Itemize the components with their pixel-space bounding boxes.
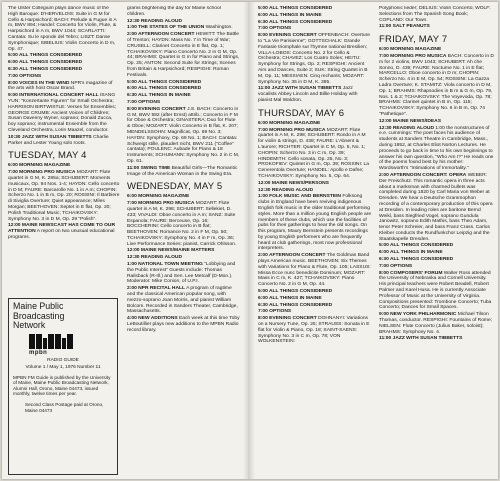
program-entry	[127, 93, 240, 99]
program-entry	[127, 100, 240, 106]
program-time-title: 7:00 MORNING PRO MUSICA	[8, 170, 76, 176]
program-entry	[379, 6, 494, 23]
program-entry	[379, 47, 494, 53]
publication-notice: MPBN FM Guide is published by the University of Maine, Maine Public Broadcasting Network, Alumni Hall, Orono, Maine 04473, issued monthly, twelve times per year.	[13, 374, 111, 397]
program-description: A program of ragtime and the classical American popular song, with mezzo-soprano Joan Morris, and pianist William Bolcom. Recorded in Sanders Theater, Cambridge, Massachusetts.	[127, 286, 238, 315]
program-entry	[379, 312, 494, 335]
program-entry	[258, 26, 372, 32]
program-time-title: 6:00 ALL THINGS IN MAINE	[258, 12, 322, 18]
program-entry	[379, 257, 494, 263]
program-time-title: 5:00 ALL THINGS CONSIDERED	[8, 53, 83, 59]
program-entry	[379, 271, 494, 312]
program-entry	[8, 67, 120, 73]
left-page	[8, 6, 240, 475]
program-entry	[379, 173, 494, 243]
program-entry	[379, 250, 494, 256]
program-time-title: 7:00 MORNING PRO MUSICA	[127, 201, 195, 207]
program-time-title: 2:00 NPR RECITAL HALL	[127, 286, 185, 292]
program-entry	[258, 86, 372, 103]
program-description: J.S. BACH: Concerto in G M, BWV 592 (after Ernst) attrib.; Concerto in F M for Oboe & Orchestra; GINASTERA: Duo for Flute & Oboe; MOZART: Violin Concerto in B flat, K. 207; MENDELSSOHN: Magnificat, Op. 69 No. 3; HAYDN: Symphony, Op. 69 No. 1; BACH: Cantata: Schweigt stille, plaudert nicht, BWV 211 ("Coffee" cantata); POULENC: Aubade for Piano & 18 Instruments; SCHUMANN: Symphony No. 2 in C M, Op. 61.	[127, 106, 240, 164]
day-heading: WEDNESDAY, MAY 5	[127, 181, 223, 193]
program-entry	[8, 60, 120, 66]
program-time-title: 6:00 MORNING MAGAZINE	[258, 120, 321, 126]
program-time-title: 10:30 JAZZ WITH SUSAN TIBBETTS	[8, 134, 92, 140]
program-description: BACH: Concerto in D m for 2 violins, BWV 1043; SCHUBERT: Ah che Sonno, D. 439; FAURE: Nocturne No. 1 in E flat; MARCELLO: Oboe concerto in D m; CHOPIN: Scherzo No. 4 in E M, Op. 54; ROSSINI: La Gazza Ladra Overture; K. STAMITZ: Viola concerto in D M, Op. 1; BRAHMS: Rhapsodies in B m & G m, Op. 79, Nos. 1 & 2; TCHAIKOVSKY: The Voyevoda, Op. 78; BRAHMS: Clarinet quintet in B m, Op. 115; TCHAIKOVSKY: Symphony No. 6 in B m, Op. 74 "Pathetique".	[379, 53, 494, 117]
program-entry	[127, 262, 240, 285]
program-entry	[127, 201, 240, 247]
program-entry	[8, 170, 120, 222]
program-description: The Ulster Collegium plays dance music of the High Baroque: D'HERVELOIS: Suite in G M for Cello & Harpsichord; BACH: Prelude & Fugue in A m, BWV 894; Handel: Concerto for Violin, Flute, & Harpsichord in A m, BWV 1044; SCARLATTI: Cantata: Su le sponde del Tebro; LISZT: Danse Symphonique; SIBELIUS: Violin Concerto in D m, Op. 47.	[8, 6, 117, 52]
program-entry	[258, 128, 372, 180]
logo-text: mpbn	[29, 349, 48, 356]
program-time-title: 1:00 FOLK MUSIC AND BERNSTEIN	[258, 194, 341, 200]
program-entry	[379, 119, 494, 125]
program-time-title: 6:30 ALL THINGS CONSIDERED	[258, 19, 333, 25]
program-time-title: 4:00 NEW ADDITIONS	[127, 316, 178, 322]
program-time-title: 12:30 READING ALOUD	[127, 18, 182, 24]
program-entry	[127, 19, 240, 25]
program-description: "Lobbying and the Public Interest" Guests include: Thomas Railsback (R-Ill.) and Sen. Lee Metcalf (D-Mon.). Moderator: Mike Conion, of U.P.I.	[127, 262, 236, 285]
program-time-title: 2:00 AFTERNOON CONCERT	[258, 253, 326, 259]
program-time-title: 5:00 ALL THINGS CONSIDERED	[258, 6, 333, 11]
program-entry	[379, 336, 494, 342]
program-time-title: 7:00 OPTIONS	[258, 26, 292, 32]
program-time-title: 6:30 ALL THINGS CONSIDERED	[379, 257, 454, 263]
radio-guide-label: RADIO GUIDE	[47, 357, 79, 363]
program-time-title: 2:00 AFTERNOON CONCERT	[127, 32, 195, 38]
program-time-title: 7:00 OPTIONS	[379, 263, 413, 269]
program-entry	[258, 13, 372, 19]
program-entry	[127, 286, 240, 315]
program-description: Washington.	[205, 25, 233, 31]
program-time-title: 9:00 NEW YORK PHILHARMONIC	[379, 312, 457, 318]
program-time-title: 6:30 ALL THINGS CONSIDERED	[258, 302, 333, 308]
program-entry	[379, 24, 494, 30]
program-entry	[127, 194, 240, 200]
program-entry	[258, 188, 372, 194]
program-time-title: 7:00 OPTIONS	[258, 309, 292, 315]
network-name-line: Broadcasting	[13, 310, 65, 321]
program-time-title: 7:00 MORNING PRO MUSICA	[379, 53, 447, 59]
program-entry	[258, 33, 372, 85]
program-description: Folksong clubs in England have been reviving indigenous English folk music in the older traditional performing styles. More than a million young English people are members of these clubs, which use the facilities of pubs for their gatherings to hear the old songs. On this program, Maury Bernstein presents recordings by young English performers who are frequently heard at club gatherings, most now professional interpreters.	[258, 194, 372, 252]
program-description: Charlie Parker and Lester Young solo roots.	[8, 134, 109, 146]
program-time-title: 11:00 SWING TIME	[127, 165, 171, 171]
program-time-title: 12:30 READING ALOUD	[258, 187, 313, 193]
program-entry	[8, 53, 120, 59]
program-time-title: 1:00 NATIONAL TOWN MEETING	[127, 262, 203, 268]
left-column-1	[8, 6, 120, 475]
program-time-title: 8:00 EVENING CONCERT	[127, 106, 186, 112]
program-description: HEWITT: The Battle of Trenton; HAYDN: Mass No. 7 in Time of War; CRUSELL: Clarinet Concerto in E flat, Op. 1; TCHAIKOVSKY: Piano Concerto No. 2 in G M, Op. 44; BRAHMS: Quartet in G m for Piano and Strings, Op. 25; ANTON: Second Suite for Strings; Scenes from Britain & Harpsichord; RESPIGHI: Roman Festivals.	[127, 32, 240, 78]
program-time-title: 2:00 AFTERNOON CONCERT: OPERA	[379, 172, 467, 178]
logo-bars-icon	[29, 334, 87, 349]
program-description: MOZART: Flute quartet in A M, K. 298; SCHUBERT: Sellekiet, D. 433; VIVALDI: Oboe concerto in A m; SANZ: Suite Espanola; FAURE: Berceuse, Op. 16; BOCCHERINI: Cello concerto in B flat; BEETHOVEN: Romance No. 2 in F M, Op. 50; TCHAIKOVSKY: Symphony No. 4 in F m, Op. 36; Live Performance Series: pianist, Carrick Ohlsson.	[127, 201, 237, 247]
program-entry	[127, 255, 240, 261]
program-time-title: 11:00 JAZZ WITH SUSAN TIBBETTS	[379, 336, 463, 342]
right-page	[258, 6, 494, 475]
program-entry	[127, 166, 240, 178]
program-entry	[8, 93, 120, 134]
program-time-title: 12:00 MAINE NEWS/MAINE MATTERS	[127, 248, 215, 254]
program-description: The Goldman Band plays American music. BEETHOVEN: Six Themes with Variations for Piano & Flute, Op. 105; LASSUS: Missa Ecce nunc benedicite Dominum; MOZART: Mass in C m, K. 427; TCHAIKOVSKY: Piano Concerto No. 2 in G M, Op. 44.	[258, 253, 371, 288]
program-entry	[127, 107, 240, 165]
program-time-title: 11:00 SALT PEANUTS	[379, 24, 430, 30]
program-time-title: 8:00 VOICES IN THE WIND	[8, 80, 70, 86]
program-entry	[127, 6, 240, 18]
day-heading: TUESDAY, MAY 4	[8, 150, 87, 162]
program-time-title: 8:00 COMPOSERS' FORUM	[379, 270, 443, 276]
program-time-title: 5:00 ALL THINGS CONSIDERED	[127, 79, 202, 85]
program-description: Jazz vocalists Abbey Lincoln and Billie Holiday with pianist Mal Waldron.	[258, 86, 358, 103]
network-name-line: Network	[13, 320, 46, 330]
program-description: WEBER: Der Freischutz. This romantic opera in three acts about a marksman with charmed bullets was completed during 1820 by Carl Maria von Weber at Dresden. We hear a Deutsche Grammophon recording of a contemporary production of this opera at Dresden. In leading roles are baritone Bernd Weikl, bass Siegfried Vogel, soprano Gundula Janowitz, soprano Edith Mathis, bass Theo Adam, tenor Peter Schreier, and bass Franz Crass. Carlos Kleiber conducts the Rundfunkchor Leipzig and the Staatskapelle Dresden.	[379, 172, 493, 242]
program-time-title: 12:30 READING ALOUD	[379, 125, 434, 131]
program-entry	[379, 126, 494, 172]
program-entry	[127, 25, 240, 31]
program-time-title: 6:30 ALL THINGS IN MAINE	[127, 93, 191, 99]
program-time-title: 5:00 ALL THINGS CONSIDERED	[379, 243, 454, 249]
program-description: DOHNANYI: Variations on a Nursery Tune, Op. 25; STRAUSS: Sonata in E flat for Violin & Piano, Op. 18; SAINT-SAENS: Symphony No. 3 in C m, Op. 78; VON WOLKENSTEIN:	[258, 316, 370, 345]
network-name-line: Maine Public	[13, 301, 64, 311]
program-description: ISANG YUN: "Konzertante Figuren" for Small Orchestra; HARRISON BIRTWISTLE: Verses for Ensembles; GEORGE CRUMB: Ancient Voices of Children; Susan Davenny Wyner, soprano; Donald Zucca, boy soprano; instrumental Ensemble from the Cleveland Orchestra, Lorin Maazel, conductor.	[8, 93, 117, 133]
program-time-title: 6:00 ALL THINGS IN MAINE	[258, 295, 322, 301]
program-entry	[8, 163, 120, 169]
magazine-spread	[2, 2, 498, 479]
program-description: Beautiful Girls—The Romantic Image of the American Woman in the Swing Era.	[127, 165, 238, 177]
program-entry	[258, 289, 372, 295]
program-time-title: 7:00 OPTIONS	[8, 73, 42, 79]
program-entry	[8, 81, 120, 93]
program-entry	[258, 20, 372, 26]
program-time-title: 12:30 READING ALOUD	[127, 255, 182, 261]
program-description: MOZART: Flute quartet in A M, K. 298; SCHUBERT: Rondo in A M for violin & strings, D. 438; FAURE: L'Absent & L'aurore; RICHTER: Quartet in C M, Op. 5, No. 1; CHOPIN: Scherzo No. 3 in C m, Op. 39; HINDEMITH: Cello sonata, Op. 25, No. 3; PROKOFIEV: Quintet in G m, Op. 39; ROSSINI: La Cenerentola Overture; HANDEL: Apollo e Dafne; TCHAIKOVSKY: Symphony No. 5, Op. 64.	[258, 127, 369, 179]
program-entry	[8, 135, 120, 147]
program-entry	[258, 253, 372, 288]
program-time-title: 12:00 MAINE NEWSCAST HAS COME TO OUR ATTENTION	[8, 223, 115, 235]
program-time-title: 6:00 ALL THINGS CONSIDERED	[8, 60, 83, 66]
program-time-title: 6:30 ALL THINGS CONSIDERED	[8, 66, 83, 72]
program-entry	[127, 32, 240, 78]
program-entry	[258, 309, 372, 315]
program-entry	[379, 54, 494, 118]
program-time-title: 6:00 ALL THINGS CONSIDERED	[127, 86, 202, 92]
program-description: Walter Ross attended the University of Nebraska and Cornell University. His principal teachers were Robert Beadell, Robert Palmer and Karel Husa. He is currently Associate Professor of Music at the University of Virginia. Compositions presented: Trombone Concerto; Tuba Concerto; Dances for Small Spaces.	[379, 270, 492, 311]
program-time-title: 9:00 INTERNATIONAL CONCERT HALL	[8, 93, 99, 99]
program-description: Polyphonic lieder; DELIUS: Violin Concerto; WOLF: Selections from The Spanish Song Book; COPLAND: Our Town.	[379, 6, 491, 23]
page-gutter	[243, 2, 255, 479]
program-description: 1:00 the nonstructures of e.e. cummings: The poet faces his audience of students at Sanders Theatre in Cambridge, Mass., during 1952, at Charles Eliot Norton Lectures. He proceeds to go back in time to his own beginnings to answer his own question, "Who Am I?" He reads one of the poems found best by his mother: Wordsworth's "Intimations of Immortality."	[379, 125, 494, 172]
program-entry	[258, 6, 372, 12]
masthead-box	[8, 298, 118, 475]
program-entry	[258, 316, 372, 345]
program-description: Michael Tilson Thomas, conductor. RESPIGHI: Fountains of Rome; NIELSEN: Flute Concerto (Julius Baker, soloist); BRAHMS: Symphony No. 4.	[379, 312, 493, 335]
program-description: OFFENBACH: Overture to "La Vie Parisienne"; GOTTSCHALK: Grande Fantasie triomphale sur l'hymne national Bresilien; VILLA-LOBOS: Concerto No. 2 for Cello & Orchestra; CHAVEZ: Los Cuatro Soles; HEITU: Symphony for Strings, Op. 2; RESPIGHI: Ancient Airs and Dances, Suite 2; SUK: String Quartet in B M, Op. 11; MESSIAEN: Cinq rechants; MOZART: Symphony No. 35 in D M, K. 385.	[258, 33, 370, 85]
program-description: MOZART: Flute quartet in G M, K. 285a; SCHUBERT: Moments musicaux, Op. 94 Nos. 1-4; HAYDN: Cello concerto in D M; FAURE: Barcarolle No. 1 in A m; CHOPIN: Scherzo No. 1 in B m, Op. 20; ROSSINI: Il Barbiere di Siviglia Overture; Quiet appearance; Miles Morgan; BEETHOVEN: Septet in E flat, Op. 20; Polish Traditional Music; TCHAIKOVSKY: Symphony No. 3 in D M, Op. 29 "Polish".	[8, 170, 120, 222]
program-description: Each week at this time Toby LeBoutillier plays new additions to the MPBN Radio record library.	[127, 316, 240, 333]
day-heading: FRIDAY, MAY 7	[379, 34, 448, 46]
program-entry	[258, 296, 372, 302]
program-time-title: 12:00 MAINE NEWS/IDEAS	[379, 118, 441, 124]
program-time-title: 6:00 MORNING MAGAZINE	[127, 194, 190, 200]
program-time-title: 6:00 MORNING MAGAZINE	[379, 47, 442, 53]
program-time-title: 12:00 MAINE NEWS/PERSONS	[258, 180, 329, 186]
program-entry	[258, 121, 372, 127]
program-entry	[127, 80, 240, 86]
program-entry	[8, 223, 120, 240]
program-time-title: 6:00 ALL THINGS IN MAINE	[379, 250, 443, 256]
program-time-title: 6:00 MORNING MAGAZINE	[8, 163, 71, 169]
program-time-title: 1:00 THE STATES OF THE UNION	[127, 25, 205, 31]
right-column-1	[258, 6, 372, 475]
day-heading: THURSDAY, MAY 6	[258, 107, 345, 119]
program-entry	[379, 243, 494, 249]
program-description: NPR's magazine of the arts with host Oscar Brand.	[8, 80, 113, 92]
right-column-2	[379, 6, 494, 475]
mpbn-logo	[29, 334, 87, 356]
program-time-title: 5:00 ALL THINGS CONSIDERED	[258, 289, 333, 295]
program-time-title: 11:00 JAZZ WITH SUSAN TIBBETTS	[258, 86, 342, 92]
program-time-title: 8:00 EVENING CONCERT	[258, 33, 317, 39]
program-time-title: 8:00 EVENING CONCERT	[258, 316, 317, 322]
postage-notice: Second Class Postage paid at Orono, Maine 04473	[25, 402, 104, 413]
program-entry	[127, 248, 240, 254]
program-entry	[127, 316, 240, 333]
issue-line: Volume 1 / May 1, 1976 Number 11	[25, 365, 101, 371]
program-description: grams brightening the day for Maine school children.	[127, 6, 221, 17]
program-entry	[258, 194, 372, 252]
program-time-title: 7:00 OPTIONS	[127, 99, 161, 105]
program-entry	[258, 303, 372, 309]
program-entry	[8, 6, 120, 52]
program-entry	[127, 86, 240, 92]
program-entry	[379, 264, 494, 270]
program-entry	[258, 181, 372, 187]
program-time-title: 7:00 MORNING PRO MUSICA	[258, 127, 326, 133]
program-description: A report on two unusual educational programs.	[8, 229, 115, 240]
left-column-2	[127, 6, 240, 475]
program-entry	[8, 74, 120, 80]
